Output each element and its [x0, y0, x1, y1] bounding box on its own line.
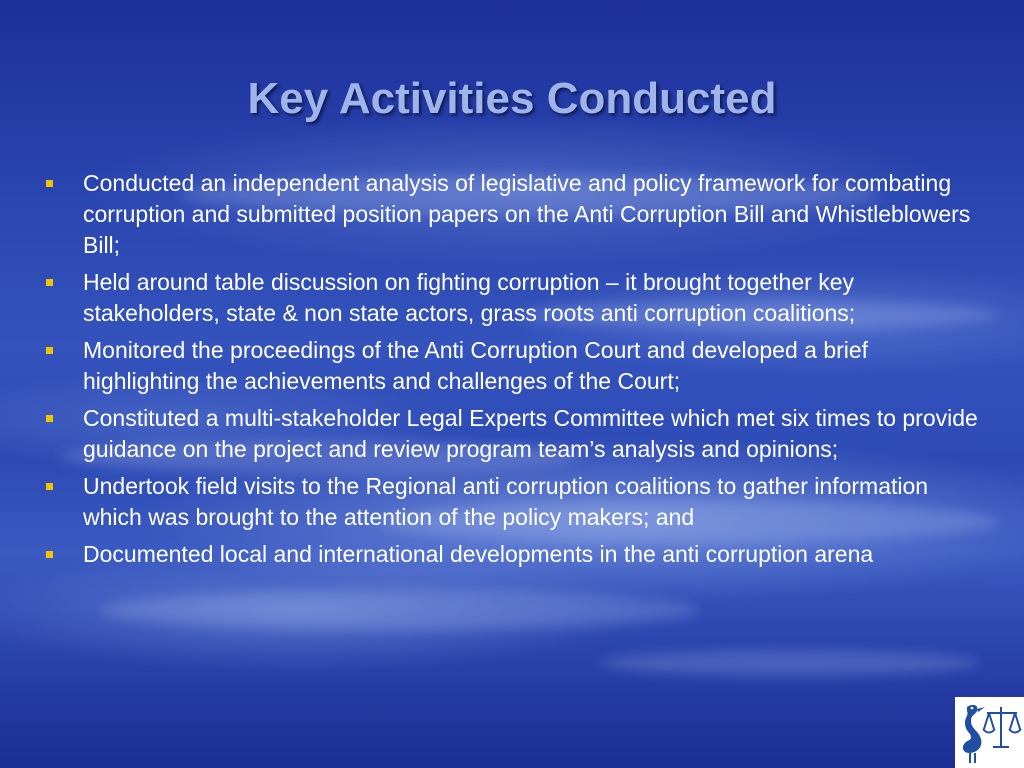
background-streak	[100, 590, 700, 630]
bullet-text: Constituted a multi-stakeholder Legal Experts Committee which met six times to provide guidance on the project and review program team’s analysis and opinions;	[83, 405, 978, 462]
organization-logo	[955, 697, 1024, 768]
bullet-text: Held around table discussion on fighting corruption – it brought together key stakeholders, state & non state actors, grass roots anti corruption coalitions;	[83, 269, 856, 326]
bullet-text: Documented local and international developments in the anti corruption arena	[83, 541, 874, 567]
bullet-square-icon	[46, 483, 53, 490]
bullet-text: Monitored the proceedings of the Anti Corruption Court and developed a brief highlighting the achievements and challenges of the Court;	[83, 337, 869, 394]
background-streak	[600, 650, 980, 676]
list-item	[44, 471, 984, 533]
list-item	[44, 267, 984, 329]
slide-title: Key Activities Conducted	[247, 74, 777, 123]
list-item	[44, 539, 984, 570]
bullet-text: Conducted an independent analysis of legislative and policy framework for combating corruption and submitted position papers on the Anti Corruption Bill and Whistleblowers Bill;	[83, 170, 971, 258]
list-item	[44, 335, 984, 397]
bullet-list	[44, 168, 984, 576]
bullet-square-icon	[46, 279, 53, 286]
list-item	[44, 168, 984, 261]
bullet-square-icon	[46, 551, 53, 558]
bullet-text: Undertook field visits to the Regional anti corruption coalitions to gather information which was brought to the attention of the policy makers; and	[83, 473, 929, 530]
bullet-square-icon	[46, 347, 53, 354]
bird-and-scales-of-justice-logo-icon	[955, 697, 1024, 768]
list-item	[44, 403, 984, 465]
bullet-square-icon	[46, 415, 53, 422]
bullet-square-icon	[46, 180, 53, 187]
